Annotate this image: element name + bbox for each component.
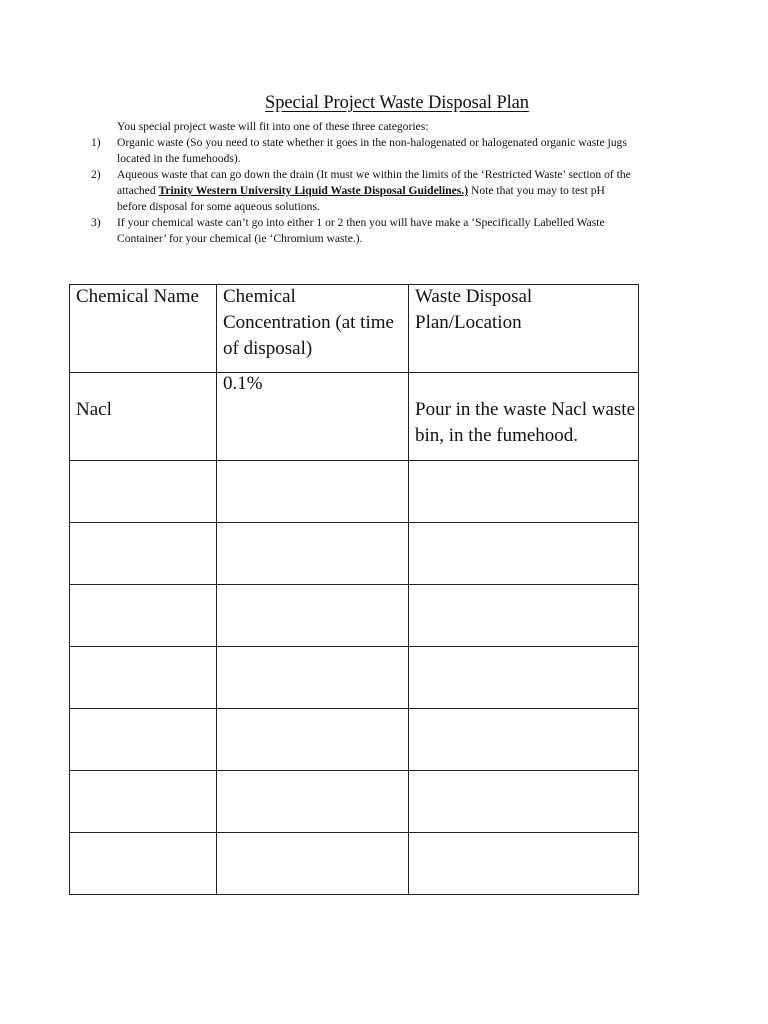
category-item-2 — [91, 167, 691, 215]
cell-disposal-plan[interactable] — [409, 833, 639, 895]
item-number: 1) — [91, 136, 101, 149]
item-number: 2) — [91, 168, 101, 181]
cell-disposal-plan[interactable] — [409, 585, 639, 647]
category-item-1 — [91, 135, 691, 167]
table-row — [70, 585, 639, 647]
item-text-line: Organic waste (So you need to state whether it goes in the non-halogenated or halogenated organic waste jugs — [117, 136, 627, 149]
table-row — [70, 523, 639, 585]
table-row — [70, 461, 639, 523]
cell-concentration[interactable] — [217, 709, 409, 771]
cell-concentration[interactable] — [217, 647, 409, 709]
cell-chemical-name[interactable] — [70, 771, 217, 833]
cell-disposal-plan[interactable] — [409, 771, 639, 833]
cell-disposal-plan[interactable] — [409, 647, 639, 709]
cell-chemical-name[interactable] — [70, 461, 217, 523]
table-row — [70, 771, 639, 833]
header-concentration — [217, 285, 409, 373]
cell-disposal-plan[interactable] — [409, 461, 639, 523]
cell-concentration[interactable] — [217, 833, 409, 895]
cell-chemical-name[interactable] — [70, 647, 217, 709]
table-row — [70, 833, 639, 895]
cell-disposal-plan[interactable] — [409, 709, 639, 771]
item-text-fragment: Note that you may to test pH — [468, 184, 605, 197]
item-text-line: If your chemical waste can’t go into either 1 or 2 then you will have make a ‘Specifically Labelled Waste — [117, 216, 605, 229]
cell-text: Nacl — [76, 399, 112, 420]
item-text-line — [117, 183, 691, 199]
cell-concentration[interactable] — [217, 771, 409, 833]
cell-disposal-plan[interactable] — [409, 373, 639, 461]
cell-concentration[interactable] — [217, 585, 409, 647]
header-disposal-plan — [409, 285, 639, 373]
item-number: 3) — [91, 216, 101, 229]
cell-disposal-plan[interactable] — [409, 523, 639, 585]
cell-chemical-name[interactable] — [70, 373, 217, 461]
cell-concentration[interactable] — [217, 373, 409, 461]
table-row — [70, 373, 639, 461]
cell-chemical-name[interactable] — [70, 585, 217, 647]
item-text-fragment: attached — [117, 184, 159, 197]
cell-concentration[interactable] — [217, 523, 409, 585]
table-row — [70, 709, 639, 771]
category-item-3 — [91, 215, 691, 247]
cell-chemical-name[interactable] — [70, 523, 217, 585]
table-row — [70, 647, 639, 709]
intro-text: You special project waste will fit into one of these three categories: — [117, 120, 429, 133]
cell-concentration[interactable] — [217, 461, 409, 523]
waste-disposal-table — [69, 284, 639, 895]
category-list — [91, 135, 691, 247]
header-label: Waste Disposal Plan/Location — [415, 286, 533, 333]
cell-text: Pour in the waste Nacl waste bin, in the fumehood. — [415, 399, 636, 446]
cell-chemical-name[interactable] — [70, 709, 217, 771]
header-label: Chemical Name — [76, 286, 199, 307]
cell-chemical-name[interactable] — [70, 833, 217, 895]
item-text-line: Aqueous waste that can go down the drain (It must we within the limits of the ‘Restricted Waste’ section of the — [117, 168, 631, 181]
cell-text: 0.1% — [223, 373, 263, 394]
table-header-row — [70, 285, 639, 373]
item-text-line: located in the fumehoods). — [117, 152, 241, 165]
header-label: Chemical Concentration (at time of disposal) — [223, 286, 394, 359]
item-text-line: before disposal for some aqueous solutions. — [117, 200, 320, 213]
item-text-line: Container’ for your chemical (ie ‘Chromium waste.). — [117, 232, 363, 245]
guidelines-link[interactable]: Trinity Western University Liquid Waste Disposal Guidelines.) — [158, 184, 469, 197]
document-title: Special Project Waste Disposal Plan — [265, 93, 529, 113]
header-chemical-name — [70, 285, 217, 373]
